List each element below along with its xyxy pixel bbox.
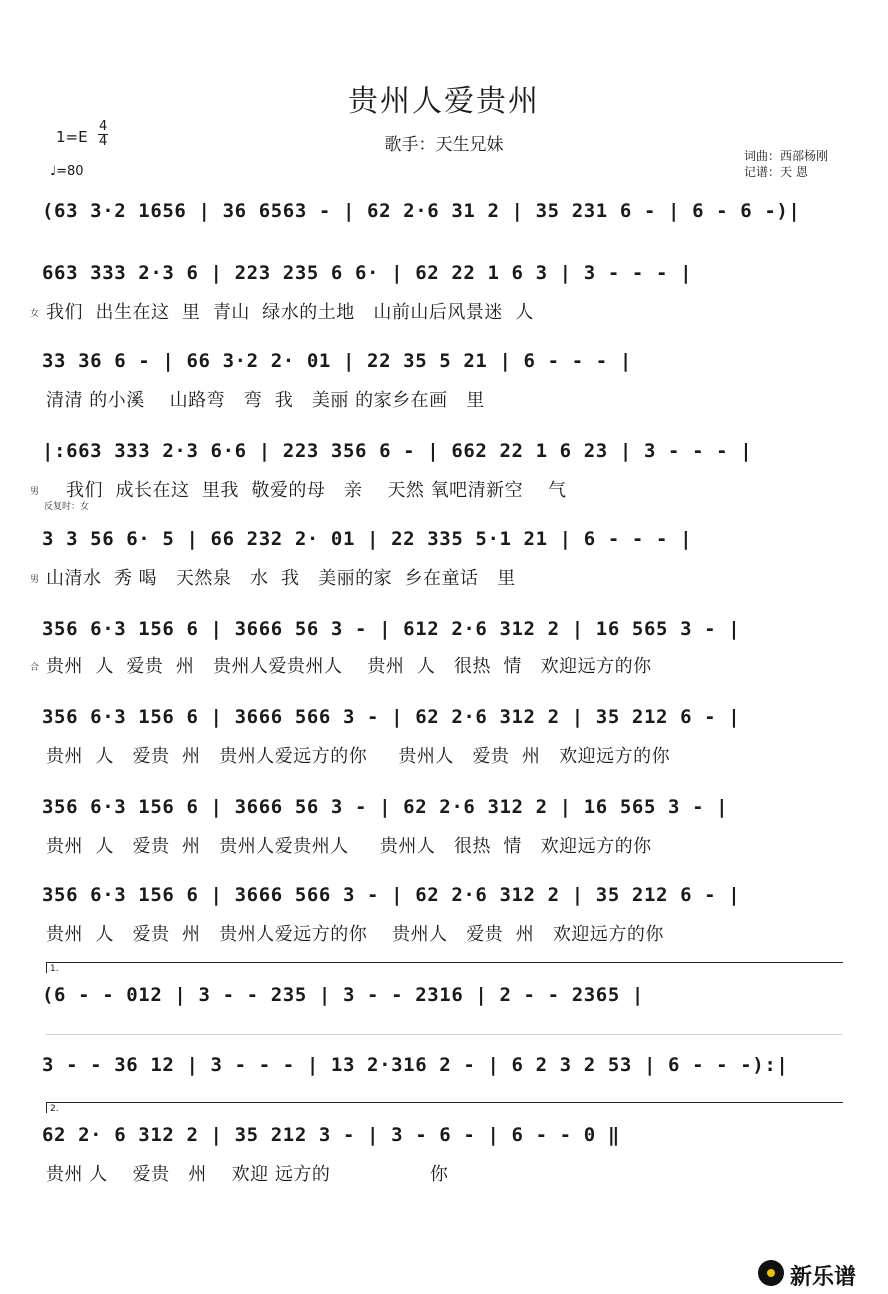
voice-tag-female: 女 (30, 309, 40, 319)
song-title: 贵州人爱贵州 (348, 84, 540, 119)
key-signature: 1=E (56, 128, 88, 146)
lyricist-credit: 词曲：西部杨刚 (744, 149, 829, 163)
lyrics-line-3: 清清 的小溪 山路弯 弯 我 美丽 的家乡在画 里 (46, 390, 485, 411)
notation-line-12: 62 2· 6 312 2 | 35 212 3 - | 3 - 6 - | 6 - - 0 ‖ (42, 1124, 620, 1146)
tempo-mark: ♩=80 (50, 164, 84, 179)
lyrics-line-6: 贵州 人 爱贵 州 贵州人爱贵州人 贵州 人 很热 情 欢迎远方的你 (46, 656, 652, 677)
notation-line-1: (63 3·2 1656 | 36 6563 - | 62 2·6 31 2 | 35 231 6 - | 6 - 6 -)| (42, 200, 801, 222)
repeat-note: 反复时：女 (44, 502, 90, 512)
record-disc-icon (758, 1260, 784, 1286)
site-logo[interactable] (758, 1258, 878, 1290)
volta-bracket-1 (46, 962, 843, 973)
lyrics-line-2: 我们 出生在这 里 青山 绿水的土地 山前山后风景迷 人 (46, 302, 534, 323)
notation-line-3: 33 36 6 - | 66 3·2 2· 01 | 22 35 5 21 | 6 - - - | (42, 350, 632, 372)
logo-text: 新乐谱 (790, 1265, 857, 1290)
voice-tag-male: 男 (30, 487, 40, 497)
meter-bottom: 4 (99, 134, 108, 149)
meter-top: 4 (99, 119, 108, 134)
divider (46, 1034, 842, 1035)
volta-bracket-2 (46, 1102, 843, 1113)
lyrics-line-5: 山清水 秀 喝 天然泉 水 我 美丽的家 乡在童话 里 (46, 568, 516, 589)
lyrics-line-8: 贵州 人 爱贵 州 贵州人爱贵州人 贵州人 很热 情 欢迎远方的你 (46, 836, 652, 857)
lyrics-line-12: 贵州 人 爱贵 州 欢迎 远方的 你 (46, 1164, 449, 1185)
volta-label: 2. (50, 1104, 59, 1114)
singer-line: 歌手：天生兄妹 (384, 135, 504, 155)
lyrics-line-9: 贵州 人 爱贵 州 贵州人爱远方的你 贵州人 爱贵 州 欢迎远方的你 (46, 924, 664, 945)
notation-line-9: 356 6·3 156 6 | 3666 566 3 - | 62 2·6 312 2 | 35 212 6 - | (42, 884, 741, 906)
lyrics-line-4: 我们 成长在这 里我 敬爱的母 亲 天然 氧吧清新空 气 (66, 480, 567, 501)
notation-line-5: 3 3 56 6· 5 | 66 232 2· 01 | 22 335 5·1 21 | 6 - - - | (42, 528, 693, 550)
voice-tag-chorus: 合 (30, 663, 40, 673)
notation-line-7: 356 6·3 156 6 | 3666 566 3 - | 62 2·6 312 2 | 35 212 6 - | (42, 706, 741, 728)
notation-line-8: 356 6·3 156 6 | 3666 56 3 - | 62 2·6 312 2 | 16 565 3 - | (42, 796, 729, 818)
credits (744, 148, 828, 180)
voice-tag-male: 男 (30, 575, 40, 585)
notation-line-11: 3 - - 36 12 | 3 - - - | 13 2·316 2 - | 6 2 3 2 53 | 6 - - -):| (42, 1054, 789, 1076)
volta-label: 1. (50, 964, 59, 974)
notation-line-4: |:663 333 2·3 6·6 | 223 356 6 - | 662 22 1 6 23 | 3 - - - | (42, 440, 753, 462)
lyrics-line-7: 贵州 人 爱贵 州 贵州人爱远方的你 贵州人 爱贵 州 欢迎远方的你 (46, 746, 671, 767)
notation-line-10: (6 - - 012 | 3 - - 235 | 3 - - 2316 | 2 - - 2365 | (42, 984, 644, 1006)
transcriber-credit: 记谱：天 恩 (744, 165, 808, 179)
notation-line-6: 356 6·3 156 6 | 3666 56 3 - | 612 2·6 312 2 | 16 565 3 - | (42, 618, 741, 640)
time-signature (98, 120, 108, 149)
notation-line-2: 663 333 2·3 6 | 223 235 6 6· | 62 22 1 6 3 | 3 - - - | (42, 262, 693, 284)
